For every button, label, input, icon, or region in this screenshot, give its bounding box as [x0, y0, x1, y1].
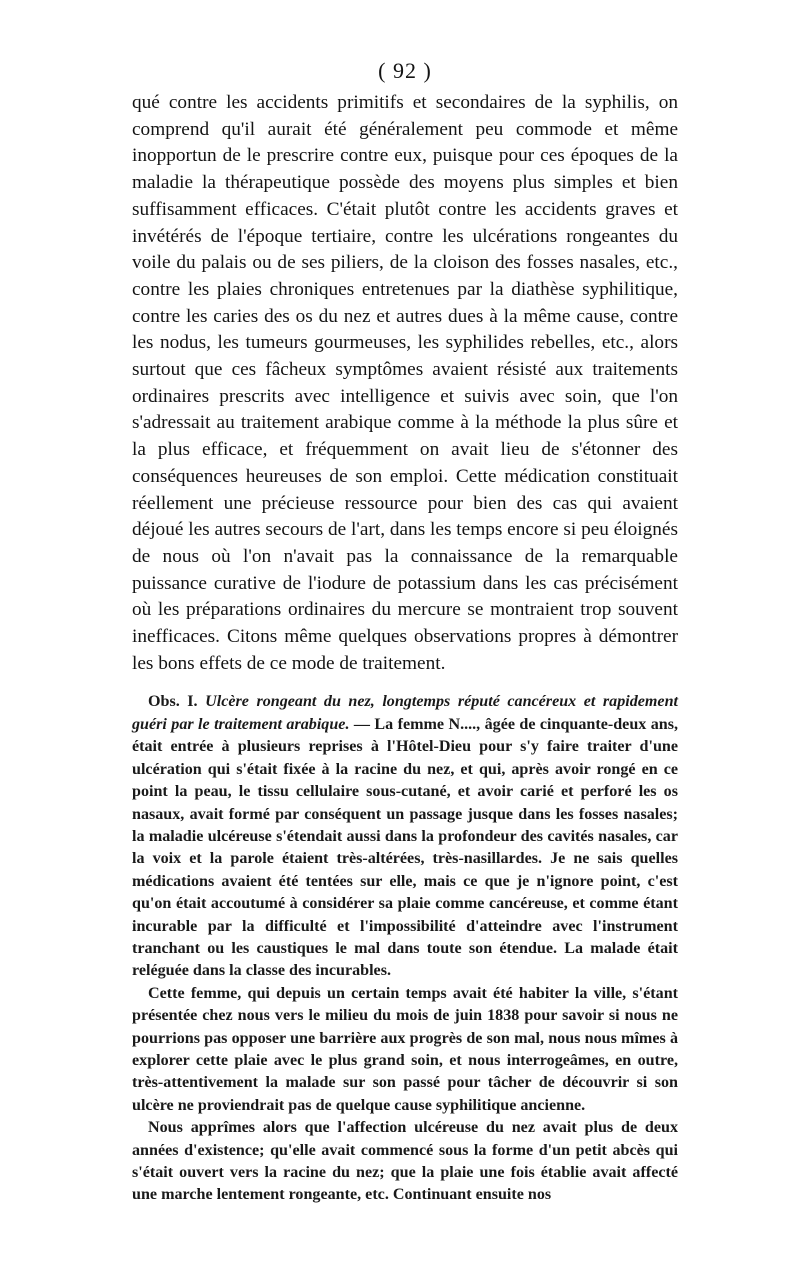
observation-dash: — — [349, 715, 375, 733]
observation-title: Ulcère rongeant du nez, longtemps réputé cancéreux et rapidement guéri par le traitement arabique. — [132, 693, 678, 733]
observation-section — [132, 691, 678, 1206]
observation-paragraph-1 — [132, 691, 678, 982]
observation-paragraph-3: Nous apprîmes alors que l'affection ulcéreuse du nez avait plus de deux années d'existence; qu'elle avait commencé sous la forme d'un petit abcès qui s'était ouvert vers la racine du nez; que la plaie une fois établie avait affecté une marche lentement rongeante, etc. Continuant ensuite nos — [132, 1119, 678, 1204]
book-page — [132, 58, 678, 1207]
main-paragraph: qué contre les accidents primitifs et secondaires de la syphilis, on comprend qu'il aurait été généralement peu commode et même inopportun de le prescrire contre eux, puisque pour ces époques de la maladie la thérapeutique possède des moyens plus simples et bien suffisamment efficaces. C'était plutôt contre les accidents graves et invétérés de l'époque tertiaire, contre les ulcérations rongeantes du voile du palais ou de ses piliers, de la cloison des fosses nasales, etc., contre les plaies chroniques entretenues par la diathèse syphilitique, contre les caries des os du nez et autres dues à la même cause, contre les nodus, les tumeurs gourmeuses, les syphilides rebelles, etc., alors surtout que ces fâcheux symptômes avaient résisté aux traitements ordinaires prescrits avec intelligence et suivis avec soin, que l'on s'adressait au traitement arabique comme à la méthode la plus sûre et la plus efficace, et fréquemment on avait lieu de s'étonner des conséquences heureuses de son emploi. Cette médication constituait réellement une précieuse ressource pour bien des cas qui avaient déjoué les autres secours de l'art, dans les temps encore si peu éloignés de nous où l'on n'avait pas la connaissance de la remarquable puissance curative de l'iodure de potassium dans les cas précisément où les préparations ordinaires du mercure se montraient trop souvent inefficaces. Citons même quelques observations propres à démontrer les bons effets de ce mode de traitement. — [132, 92, 678, 674]
observation-label: Obs. I. — [148, 693, 198, 711]
page-number: ( 92 ) — [378, 58, 432, 83]
observation-paragraph-2: Cette femme, qui depuis un certain temps avait été habiter la ville, s'étant présentée chez nous vers le milieu du mois de juin 1838 pour savoir si nous ne pourrions pas opposer une barrière aux progrès de son mal, nous nous mîmes à explorer cette plaie avec le plus grand soin, et nous interrogeâmes, en outre, très-attentivement la malade sur son passé pour tâcher de découvrir si son ulcère ne proviendrait pas de quelque cause syphilitique ancienne. — [132, 984, 678, 1114]
observation-text-1: La femme N...., âgée de cinquante-deux ans, était entrée à plusieurs reprises à l'Hôtel-Dieu pour s'y faire traiter d'une ulcération qui s'était fixée à la racine du nez, et qui, après avoir rongé en ce point la peau, le tissu cellulaire sous-cutané, et avoir carié et perforé les os nasaux, avait formé par conséquent un passage jusque dans les fosses nasales; la maladie ulcéreuse s'étendait aussi dans la profondeur des cavités nasales, car la voix et la parole étaient très-altérées, très-nasillardes. Je ne sais quelles médications avaient été tentées sur elle, mais ce que je n'ignore point, c'est qu'on était accoutumé à considérer sa plaie comme cancéreuse, et comme étant incurable par la difficulté et l'impossibilité d'atteindre avec l'instrument tranchant ou les caustiques le mal dans toute son étendue. La malade était reléguée dans la classe des incurables. — [132, 715, 679, 980]
